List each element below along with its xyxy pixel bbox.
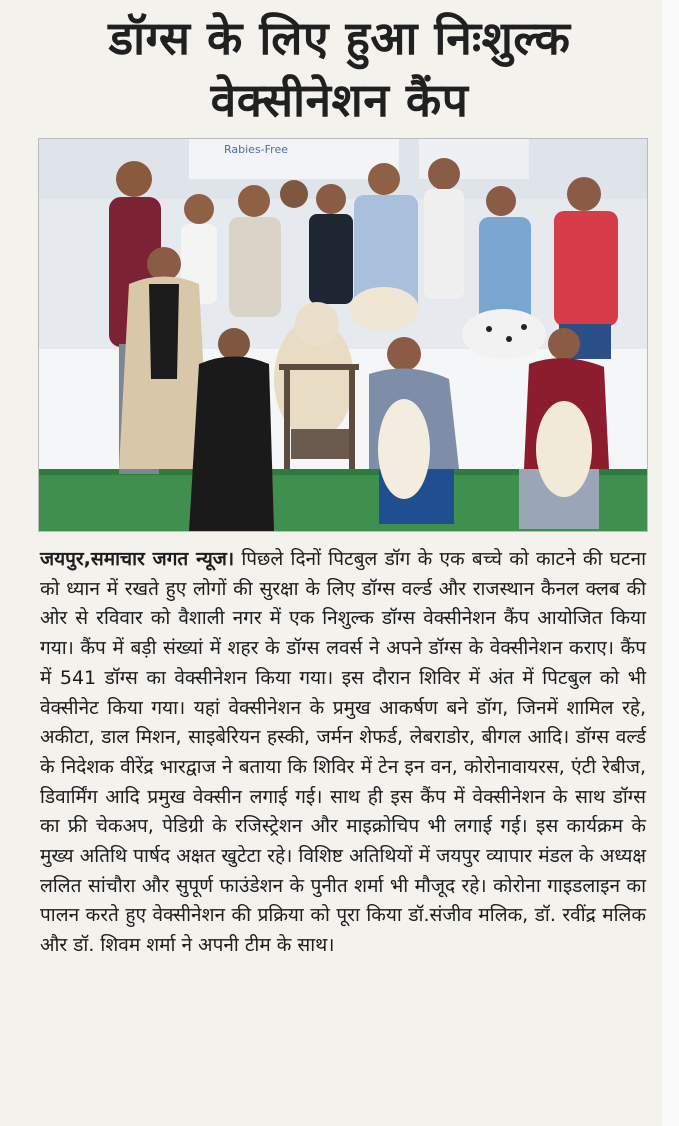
headline-line-2: वेक्सीनेशन कैंप <box>210 73 469 127</box>
article-body: पिछले दिनों पिटबुल डॉग के एक बच्चे को काटने की घटना को ध्यान में रखते हुए लोगों की सुरक्षा के लिए डॉग्स वर्ल्ड और राजस्थान कैनल क्लब की ओर से रविवार को वैशाली नगर में एक निशुल्क डॉग्स वेक्सीनेशन कैंप आयोजित किया गया। कैंप में बड़ी संख्यां में शहर के डॉग्स लवर्स ने अपने डॉग्स के वेक्सीनेशन कराए। कैंप में 541 डॉग्स का वेक्सीनेशन किया गया। इस दौरान शिविर में अंत में पिटबुल को भी वेक्सीनेट किया गया। यहां वेक्सीनेशन के प्रमुख आकर्षण बने डॉग, जिनमें शामिल रहे, अकीटा, डाल मिशन, साइबेरियन हस्की, जर्मन शेफर्ड, लेबराडोर, बीगल आदि। डॉग्स वर्ल्ड के निदेशक वीरेंद्र भारद्वाज ने बताया कि शिविर में टेन इन वन, कोरोनावायरस, एंटी रेबीज, डिवार्मिंग आदि प्रमुख वेक्सीन लगाई गई। साथ ही इस कैंप में वेक्सीनेशन के साथ डॉग्स का फ्री चेकअप, पेडिग्री के रजिस्ट्रेशन और माइक्रोचिप भी लगाई गई। इस कार्यक्रम के मुख्य अतिथि पार्षद अक्षत खुटेटा रहे। विशिष्ट अतिथियों में जयपुर व्यापार मंडल के अध्यक्ष ललित सांचौरा और सुपूर्ण फाउंडेशन के पुनीत शर्मा भी मौजूद रहे। कोरोना गाइडलाइन का पालन करते हुए वेक्सीनेशन की प्रक्रिया को पूरा किया डॉ.संजीव मलिक, डॉ. रवींद्र मलिक और डॉ. शिवम शर्मा ने अपनी टीम के साथ। <box>40 548 646 957</box>
banner-text: Rabies-Free <box>224 143 288 156</box>
group-photo-illustration <box>39 139 647 531</box>
article-text <box>40 545 646 961</box>
headline-line-1: डॉग्स के लिए हुआ निःशुल्क <box>108 11 571 65</box>
news-photo <box>38 138 648 532</box>
clipping-margin <box>662 0 679 1126</box>
banner <box>189 139 399 179</box>
article-dateline: जयपुर,समाचार जगत न्यूज। <box>40 548 235 570</box>
chair <box>279 364 359 370</box>
